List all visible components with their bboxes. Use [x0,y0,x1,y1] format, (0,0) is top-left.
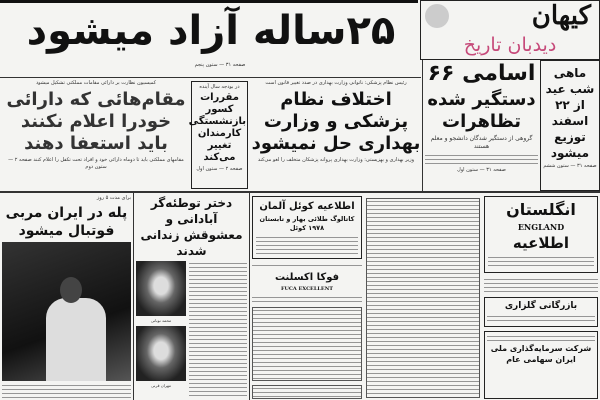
ads-column [252,196,362,399]
body-text [487,314,595,324]
divider [422,60,423,191]
lead-headline: ۲۵ساله آزاد میشود [26,8,396,54]
right-ads-column [484,196,598,399]
trade-ad [484,297,598,327]
football-kicker: برای مدت ۵ روز [96,195,131,201]
fish-ref: صفحه ۳۱ — ستون ششم [543,163,597,169]
koetel-title: اطلاعیه کوئل آلمان [259,201,355,212]
arrests-ref: صفحه ۳۱ — ستون اول [457,167,506,173]
tudeh-story [136,195,247,399]
arrests-headline-2: دستگیر شده تظاهرات [427,89,536,132]
fuca-ad [252,263,362,303]
medical-sub: وزیر بهداری و بهزیستی: وزارت بهداری پروانه پزشکان متخلف را لغو می‌کند [257,157,415,163]
medical-headline: اختلاف نظام پزشکی و وزارت بهداری حل نمیشود [251,89,421,154]
body-text [487,334,595,341]
assets-sub: مقامهای مملکتی باید تا دوماه دارائی خود و افراد تحت تکفل را اعلام کنند [33,157,184,163]
cut-headline-strip [0,0,418,3]
trade-title: بازرگانی گلزاری [504,301,578,311]
insurance-title: شرکت سرمایه‌گذاری ملی ایران سهامی عام [490,344,592,364]
koetel-ad [252,196,362,259]
body-text [484,277,598,293]
notices-column [366,198,480,398]
football-story [2,195,131,399]
body-text [252,263,362,269]
assets-ref: صفحه ۲ — ستون دوم [8,157,107,170]
arrests-headline-1: اسامی ۶۶ [427,61,536,86]
divider [0,77,421,78]
masthead-name: کیهان [531,1,591,31]
assets-story [4,80,188,190]
arrests-story [425,61,538,190]
pension-ref: صفحه ۲ — ستون اول [196,166,243,172]
caption: محمد نوبانی [150,318,172,323]
portrait-photo [136,326,186,381]
watermark: دیدبان تاریخ [463,34,557,56]
body-text [189,261,247,399]
pension-box [188,81,248,189]
tudeh-headline: دختر توطئه‌گر آبادانی و معشوقش زندانی شدند [140,196,243,258]
body-text [252,295,362,303]
fuca-en: FUCA EXCELLENT [280,286,334,292]
england-ad [484,196,598,273]
assets-kicker: کمیسیون نظارت بر دارائی مقامات مملکتی تشکیل میشود [35,80,157,86]
arrests-sub: گروهی از دستگیر شدگان دانشجو و معلم هستند [430,135,533,150]
notice-box [252,385,362,399]
fuca-title: فوکا اکسلنت [274,272,340,283]
koetel-sub: کاتالوگ طلائی بهار و تابستان ۱۹۷۸ کوئل [259,215,355,232]
divider [249,193,250,400]
pension-headline: مقررات کسور بازنشستگی کارمندان تغییر می‌کند [188,92,246,163]
england-notice: اطلاعیه [512,234,570,252]
fish-headline: ماهی شب عید از ۲۲ اسفند توزیع میشود [545,66,595,160]
england-en: ENGLAND [517,222,565,232]
body-text [425,153,538,165]
medical-kicker: رئیس نظام پزشکی: ناتوانی وزارت بهداری در صدد تغییر قانون است [265,80,407,86]
football-headline: پله در ایران مربی فوتبال میشود [5,205,128,239]
portrait-photo [136,261,186,316]
body-text [2,383,131,399]
notice-box [252,307,362,381]
body-text [488,255,594,269]
body-text [256,235,358,255]
medical-story [251,80,421,190]
divider [0,191,600,193]
caption: مهران قرنی [150,383,172,388]
fish-box [540,60,600,191]
lead-ref: صفحه ۳۱ — ستون پنجم [194,62,246,68]
pele-photo [2,242,131,381]
globe-logo-icon [425,4,449,28]
masthead [420,0,600,60]
insurance-ad [484,331,598,399]
pension-kicker: در بودجه سال آینده [199,84,240,90]
divider [133,193,134,400]
england-fa: انگلستان [506,200,576,219]
assets-headline: مقام‌هائی که دارائی خودرا اعلام نکنند باید استعفا دهند [6,89,186,154]
